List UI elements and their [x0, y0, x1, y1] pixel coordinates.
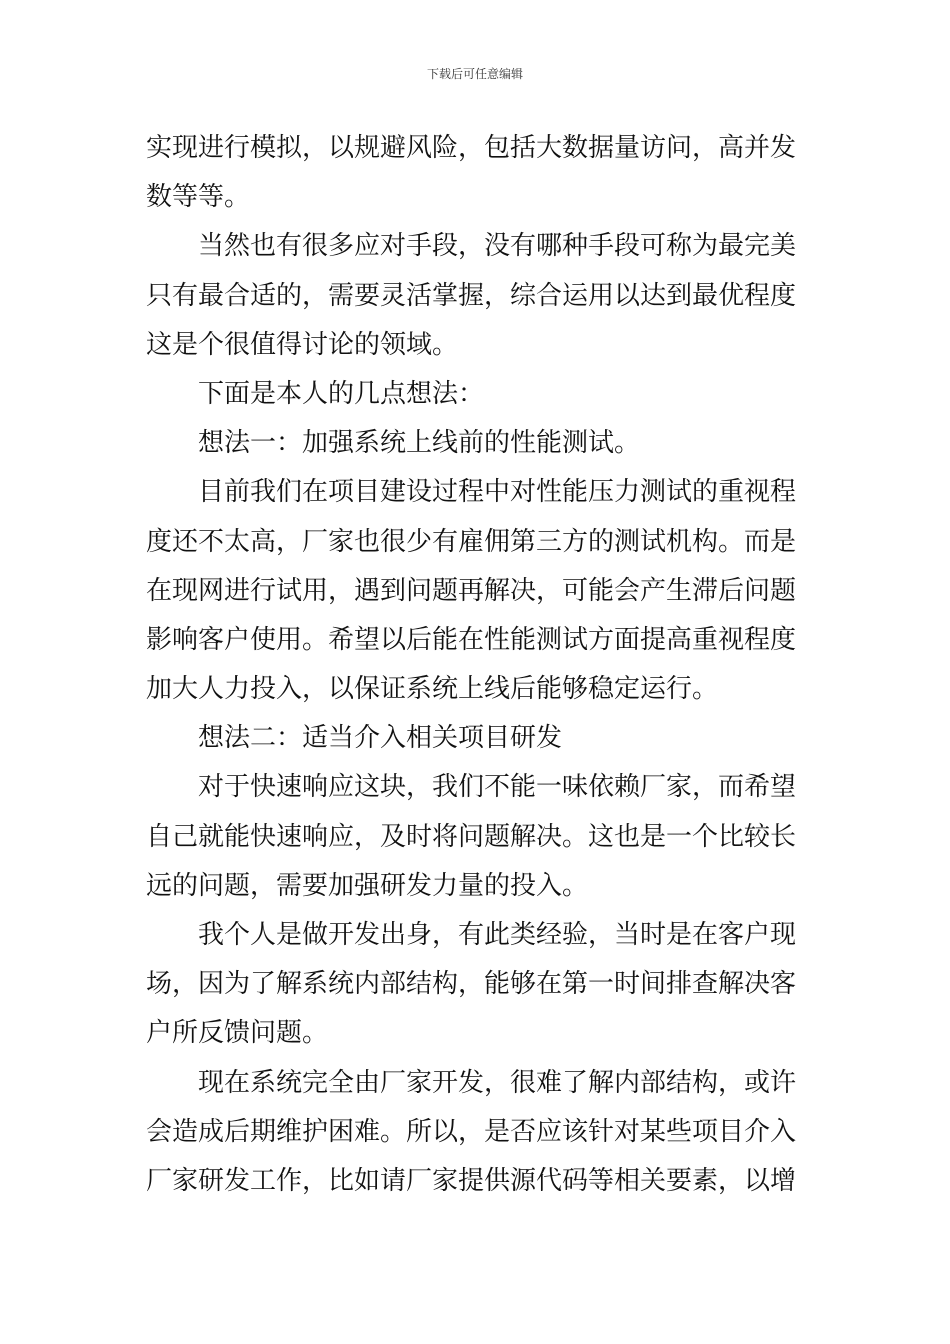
- text-line: 厂家研发工作，比如请厂家提供源代码等相关要素，以增: [146, 1165, 797, 1196]
- section-heading: [146, 419, 806, 468]
- text-line: 这是个很值得讨论的领域。: [146, 329, 459, 360]
- text-line: 对于快速响应这块，我们不能一味依赖厂家，而希望: [198, 772, 797, 803]
- text-line: 影响客户使用。希望以后能在性能测试方面提高重视程度: [146, 624, 797, 655]
- text-line: 会造成后期维护困难。所以，是否应该针对某些项目介入: [146, 1116, 797, 1147]
- text-line: 加大人力投入，以保证系统上线后能够稳定运行。: [146, 674, 719, 705]
- text-line: 远的问题，需要加强研发力量的投入。: [146, 870, 589, 901]
- text-line: 下面是本人的几点想法：: [198, 378, 485, 409]
- text-line: 在现网进行试用，遇到问题再解决，可能会产生滞后问题: [146, 575, 797, 606]
- text-line: 现在系统完全由厂家开发，很难了解内部结构，或许: [198, 1067, 797, 1098]
- text-line: 想法一：加强系统上线前的性能测试。: [198, 428, 641, 459]
- text-line: 当然也有很多应对手段，没有哪种手段可称为最完美: [198, 231, 797, 262]
- text-line: 度还不太高，厂家也很少有雇佣第三方的测试机构。而是: [146, 526, 797, 557]
- text-line: 只有最合适的，需要灵活掌握，综合运用以达到最优程度: [146, 280, 797, 311]
- text-line: 目前我们在项目建设过程中对性能压力测试的重视程: [198, 477, 797, 508]
- text-line: 想法二：适当介入相关项目研发: [198, 723, 563, 754]
- text-line: 我个人是做开发出身，有此类经验，当时是在客户现: [198, 920, 797, 950]
- text-line: 数等等。: [146, 182, 251, 213]
- paragraph: [146, 222, 806, 370]
- paragraph: [146, 763, 806, 911]
- document-body: [146, 124, 806, 1206]
- paragraph: [146, 1059, 806, 1207]
- section-heading: [146, 714, 806, 763]
- page-header: 下载后可任意编辑: [426, 67, 523, 81]
- paragraph: [146, 370, 806, 419]
- text-line: 实现进行模拟，以规避风险，包括大数据量访问，高并发: [146, 133, 797, 163]
- paragraph: [146, 124, 806, 222]
- text-line: 户所反馈问题。: [146, 1018, 329, 1049]
- paragraph: [146, 468, 806, 714]
- paragraph: [146, 911, 806, 1059]
- text-line: 场，因为了解系统内部结构，能够在第一时间排查解决客: [146, 969, 797, 1000]
- text-line: 自己就能快速响应，及时将问题解决。这也是一个比较长: [146, 821, 797, 852]
